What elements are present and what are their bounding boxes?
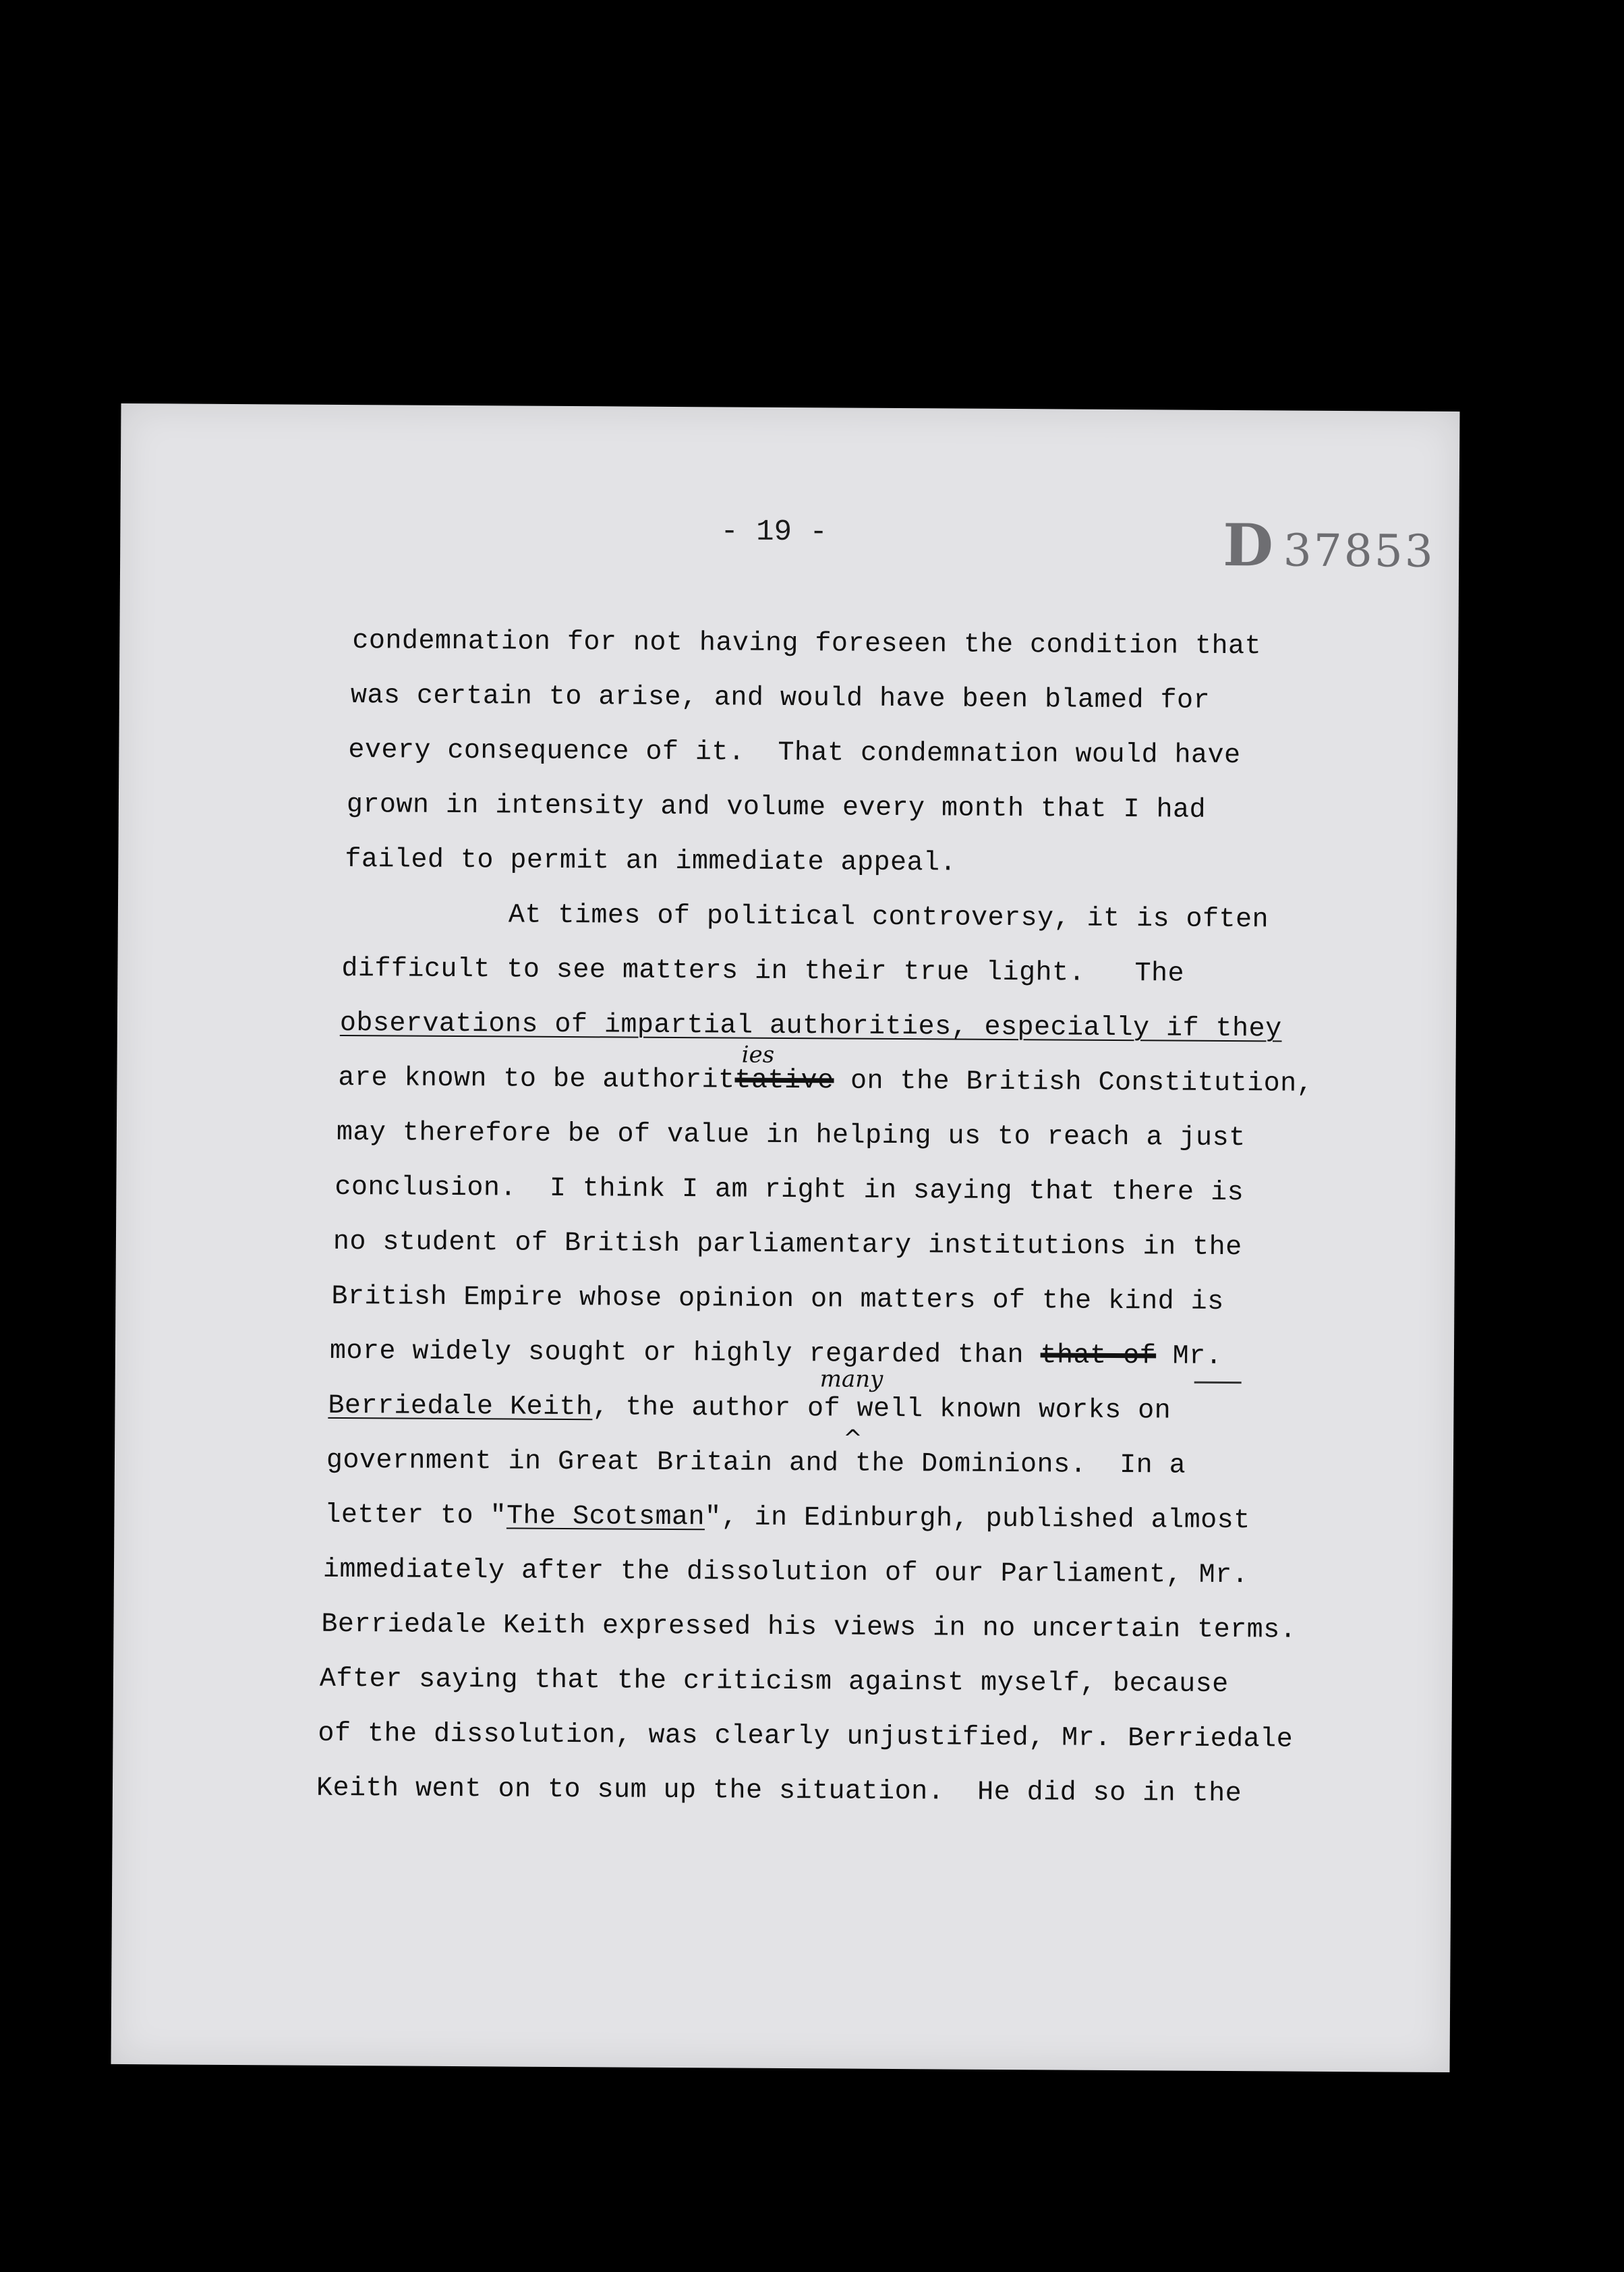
text-line: At times of political controversy, it is often xyxy=(343,899,1269,936)
text-line: immediately after the dissolution of our Parliament, Mr. xyxy=(322,1554,1249,1591)
text-segment: on the British Constitution, xyxy=(834,1066,1314,1100)
struck-text: tative xyxy=(734,1065,834,1097)
page-number: - 19 - xyxy=(720,515,828,550)
text-line: condemnation for not having foreseen the condition that xyxy=(352,626,1262,662)
text-line-corrected xyxy=(330,1336,1222,1372)
text-line: Keith went on to sum up the situation. He did so in the xyxy=(316,1773,1242,1810)
text-line: grown in intensity and volume every month that I had xyxy=(346,790,1207,826)
text-line-corrected xyxy=(328,1391,1171,1427)
text-line: conclusion. I think I am right in saying that there is xyxy=(335,1172,1244,1209)
text-segment: letter to " xyxy=(324,1500,507,1532)
text-segment: more widely sought or highly regarded than xyxy=(329,1336,1041,1371)
text-line: no student of British parliamentary institutions in the xyxy=(332,1226,1242,1263)
text-line: After saying that the criticism against myself, because xyxy=(319,1664,1229,1701)
text-line: government in Great Britain and the Dominions. In a xyxy=(326,1445,1186,1481)
archive-stamp xyxy=(1223,511,1435,581)
text-segment: are known to be authorit xyxy=(338,1062,735,1096)
stamp-number: 37853 xyxy=(1283,524,1436,577)
text-line: was certain to arise, and would have been blamed for xyxy=(350,681,1211,716)
underlined-title: The Scotsman xyxy=(506,1501,705,1533)
text-segment: ", in Edinburgh, published almost xyxy=(704,1502,1250,1537)
stamp-letter: D xyxy=(1222,511,1276,580)
struck-text: that of xyxy=(1040,1340,1157,1372)
handwritten-insertion: ies xyxy=(741,1041,775,1069)
text-line-corrected xyxy=(324,1500,1250,1536)
text-line: Berriedale Keith expressed his views in no uncertain terms. xyxy=(321,1609,1297,1646)
pencil-mark xyxy=(1194,1382,1242,1384)
underlined-name: Berriedale Keith xyxy=(328,1390,593,1423)
insertion-caret: ^ xyxy=(843,1425,863,1452)
text-line: may therefore be of value in helping us to reach a just xyxy=(336,1117,1246,1154)
text-line-corrected xyxy=(338,1063,1313,1100)
text-line: every consequence of it. That condemnation would have xyxy=(348,735,1241,772)
text-segment: , the author of well known works on xyxy=(592,1392,1171,1427)
text-line: failed to permit an immediate appeal. xyxy=(345,845,957,879)
text-line: difficult to see matters in their true light. The xyxy=(341,953,1185,990)
text-line: British Empire whose opinion on matters of the kind is xyxy=(331,1281,1224,1317)
document-page xyxy=(111,403,1459,2072)
text-line: of the dissolution, was clearly unjustified, Mr. Berriedale xyxy=(318,1718,1294,1755)
handwritten-insertion: many xyxy=(819,1365,883,1393)
text-line: observations of impartial authorities, especially if they xyxy=(339,1008,1282,1045)
text-segment: Mr. xyxy=(1156,1341,1223,1372)
